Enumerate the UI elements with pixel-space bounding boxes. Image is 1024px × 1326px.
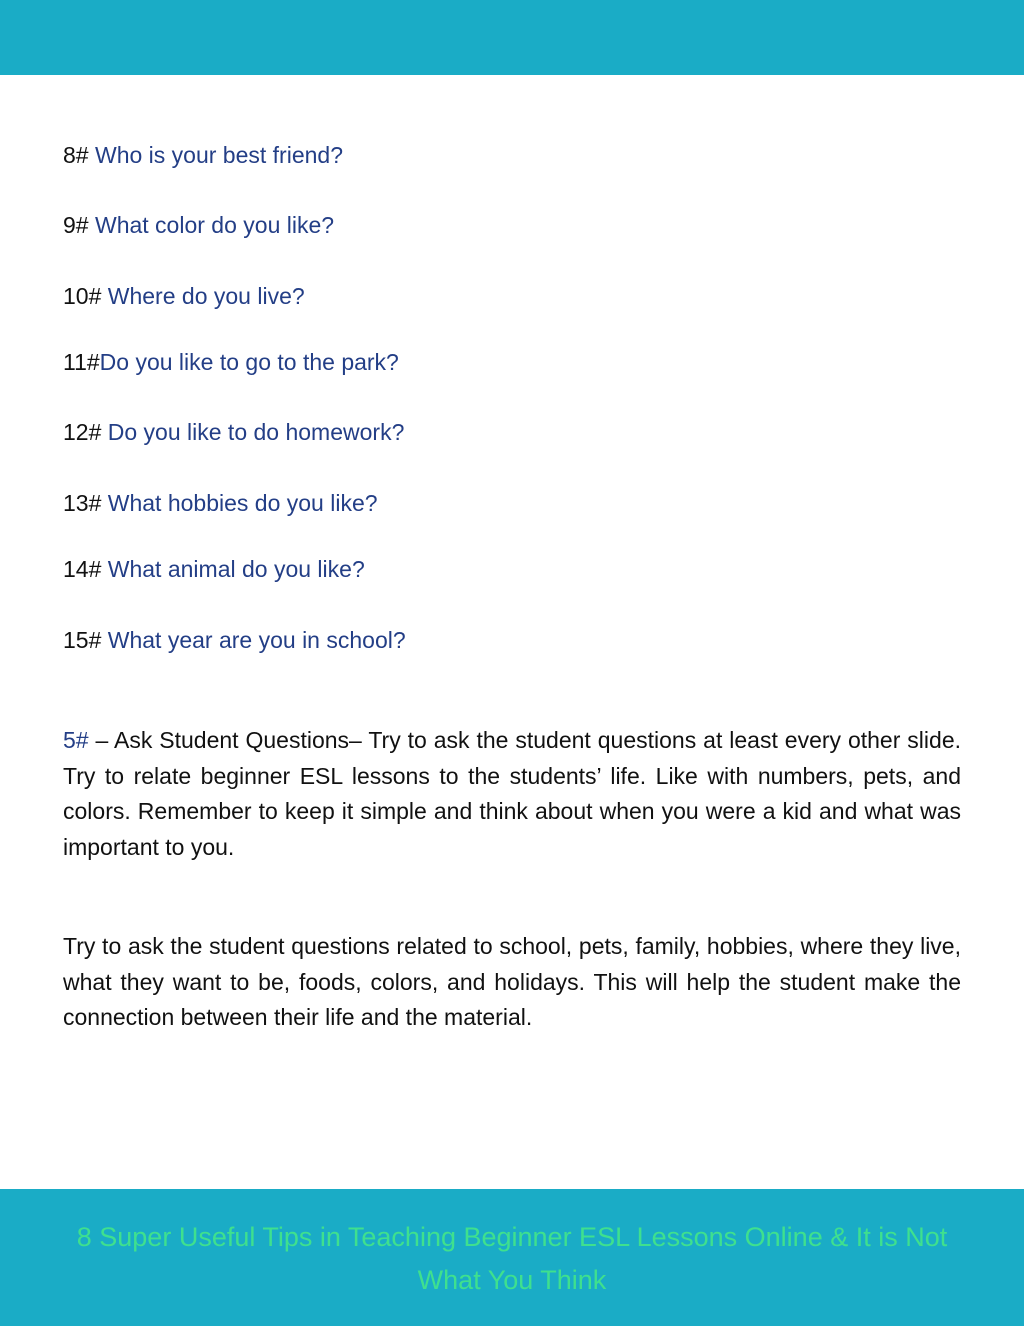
- question-number: 12#: [63, 419, 102, 445]
- question-number: 9#: [63, 212, 89, 238]
- question-text: What hobbies do you like?: [107, 490, 378, 516]
- body-paragraph: Try to ask the student questions related to school, pets, family, hobbies, where they live, what they want to be, foods, colors, and holidays. This will help the student make the connection between their life and the material.: [63, 933, 961, 1030]
- question-item: [63, 488, 378, 518]
- question-text: Who is your best friend?: [94, 142, 343, 168]
- question-text: Do you like to go to the park?: [99, 349, 399, 375]
- question-item: [63, 281, 305, 311]
- question-item: [63, 625, 406, 655]
- tip-number: 5#: [63, 727, 89, 753]
- question-text: Do you like to do homework?: [107, 419, 405, 445]
- question-item: [63, 210, 334, 240]
- question-number: 10#: [63, 283, 102, 309]
- question-number: 11#: [63, 349, 100, 375]
- footer-title: 8 Super Useful Tips in Teaching Beginner ESL Lessons Online & It is Not What You Think: [76, 1222, 948, 1295]
- question-text: What color do you like?: [94, 212, 335, 238]
- tip-paragraph: [63, 723, 961, 865]
- question-number: 13#: [63, 490, 102, 516]
- question-number: 14#: [63, 556, 102, 582]
- question-text: Where do you live?: [107, 283, 305, 309]
- question-number: 15#: [63, 627, 102, 653]
- question-item: [63, 347, 399, 377]
- tip-text: – Ask Student Questions– Try to ask the student questions at least every other slide. Try to relate beginner ESL lessons to the students’ life. Like with numbers, pets, and colors. Remember to keep it simple and think about when you were a kid and what was important to you.: [63, 727, 962, 860]
- question-number: 8#: [63, 142, 89, 168]
- question-item: [63, 417, 404, 447]
- header-band: [0, 0, 1024, 75]
- question-text: What animal do you like?: [107, 556, 365, 582]
- question-item: [63, 140, 343, 170]
- question-text: What year are you in school?: [107, 627, 406, 653]
- question-item: [63, 554, 365, 584]
